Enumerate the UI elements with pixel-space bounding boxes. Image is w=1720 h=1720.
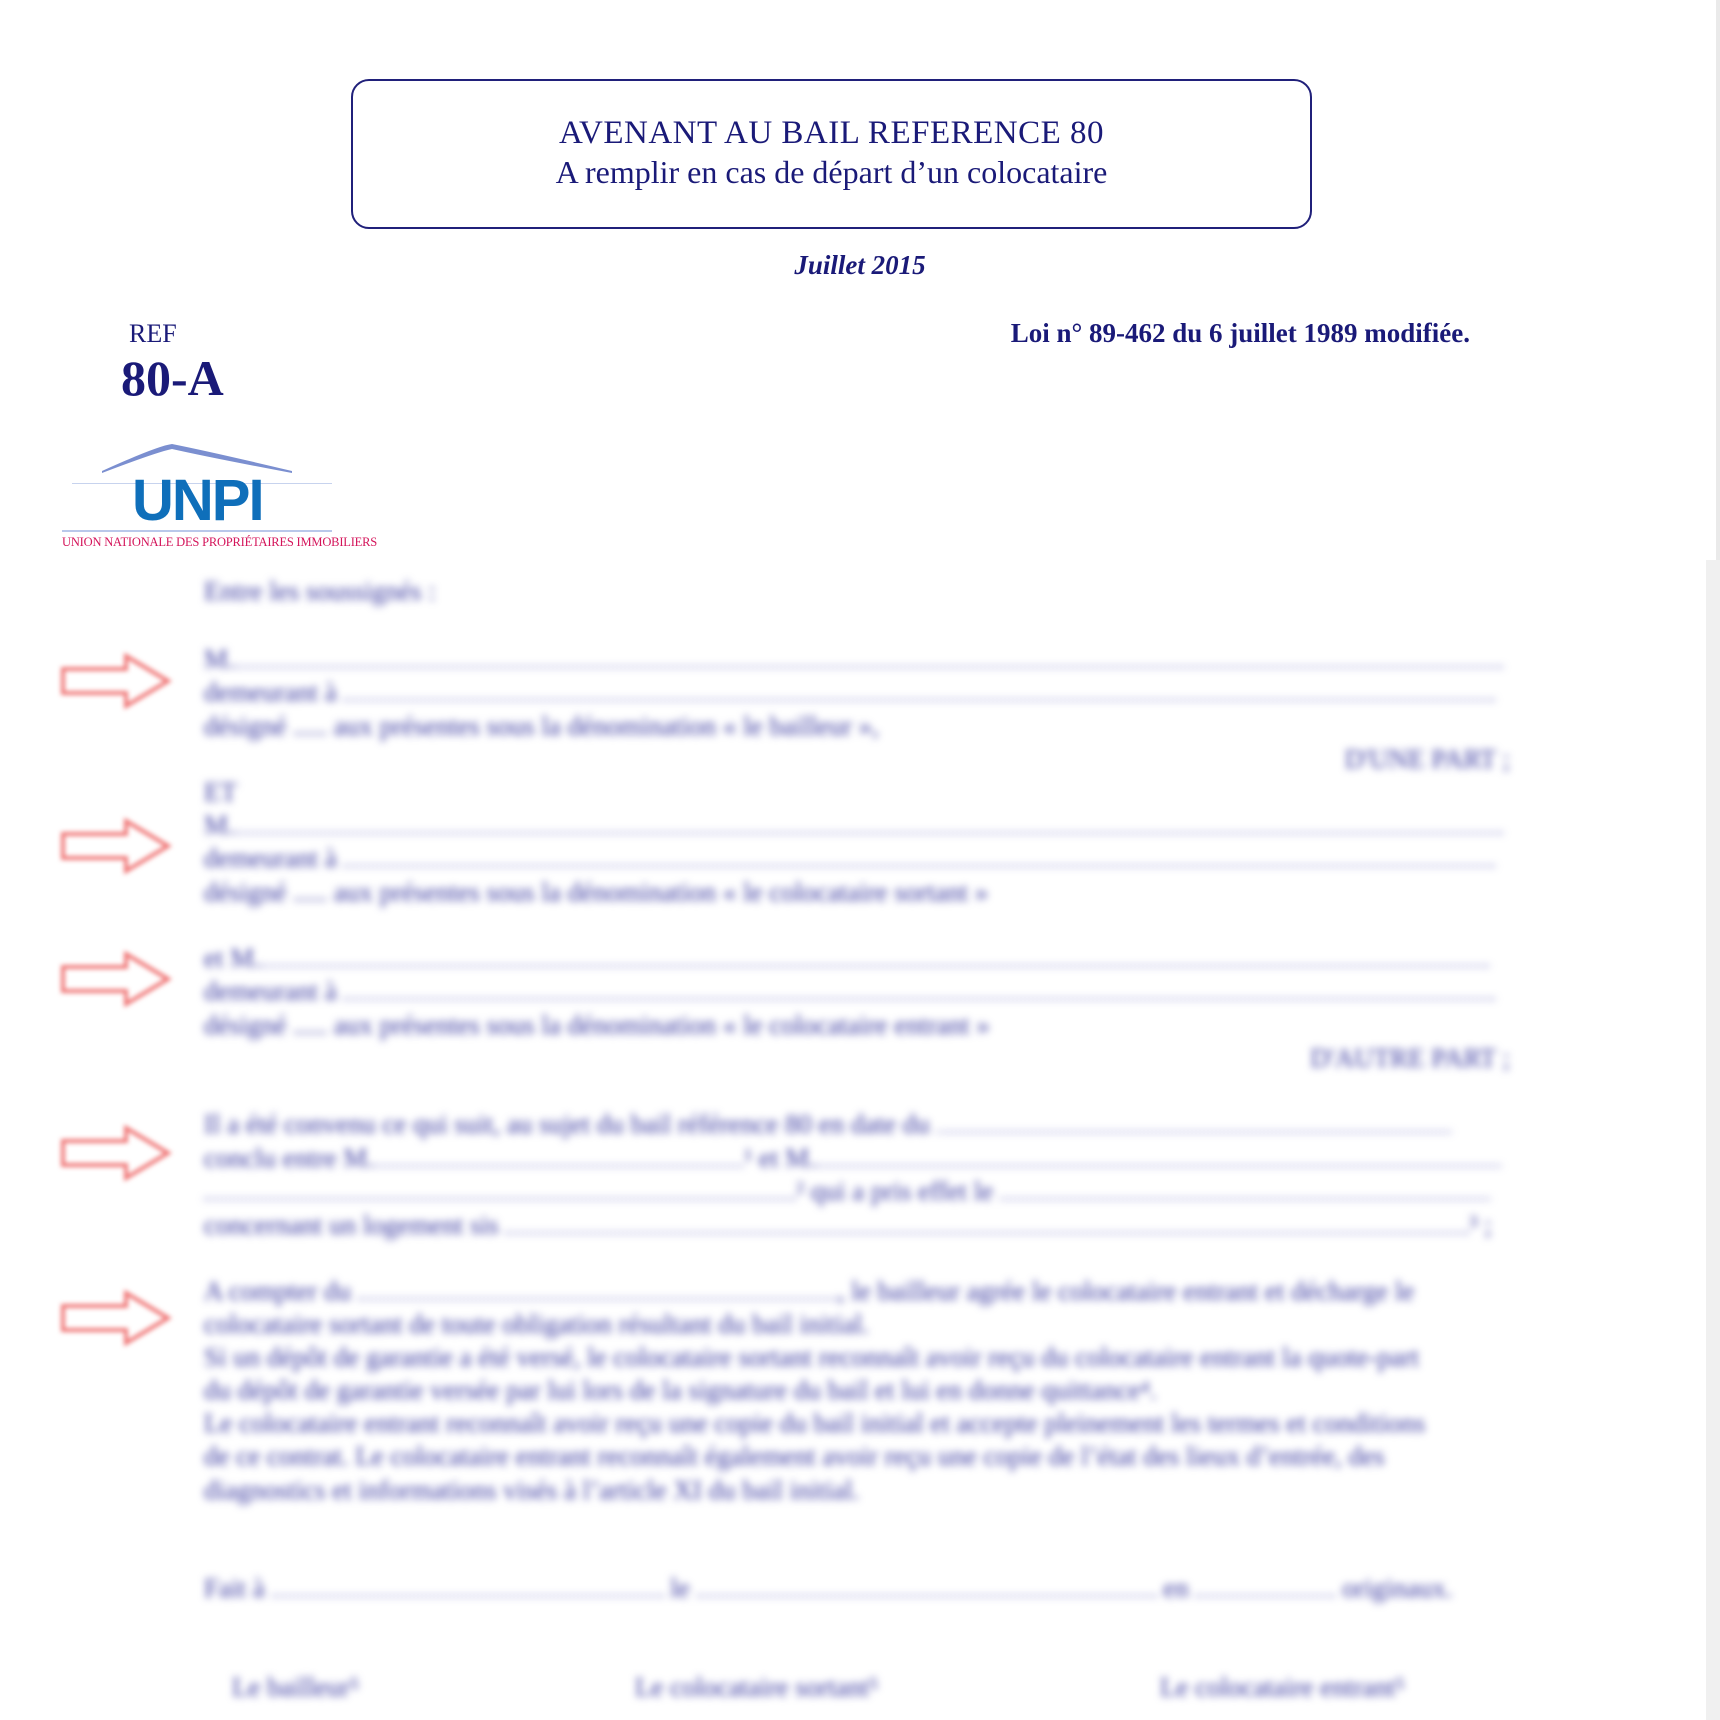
entrant-name-row [204, 943, 1510, 974]
une-part-label: D'UNE PART ; [1344, 744, 1510, 774]
agree-text: , le bailleur agrée le colocataire entrant et décharge le [837, 1276, 1415, 1306]
sortant-name-field[interactable] [235, 832, 1503, 834]
bailleur-name-row [204, 644, 1510, 675]
entrant-address-row [204, 976, 1510, 1007]
entrant-designation: désigné ..... aux présentes sous la dénomination « le colocataire entrant » [204, 1010, 990, 1040]
conclu-text: conclu entre M. [204, 1143, 375, 1173]
sortant-address-field[interactable] [343, 865, 1495, 867]
law-reference: Loi n° 89-462 du 6 juillet 1989 modifiée. [1010, 318, 1470, 348]
copie-row-2: de ce contrat. Le colocataire entrant reconnaît également avoir reçu une copie de l’état des lieux d’entrée, des [204, 1441, 1385, 1471]
label-demeurant: demeurant à [204, 843, 337, 873]
convention-row-3 [204, 1176, 1510, 1207]
signature-sortant: Le colocataire sortant⁵ [635, 1672, 879, 1702]
convention-row-1 [204, 1109, 1510, 1140]
logement-address-field[interactable] [505, 1232, 1469, 1234]
bailleur-address-row [204, 677, 1510, 708]
fait-date-field[interactable] [697, 1595, 1157, 1597]
bail-date-field[interactable] [936, 1131, 1451, 1133]
fait-place-field[interactable] [272, 1595, 664, 1597]
depot-row-1: Si un dépôt de garantie a été versé, le colocataire sortant reconnaît avoir reçu du colocataire entrant la quote-part [204, 1342, 1420, 1372]
effet-text: ² qui a pris effet le [796, 1176, 994, 1206]
ref-label: REF [129, 319, 177, 348]
page-edge-shadow [1706, 560, 1720, 1720]
arrow-right-icon [60, 951, 172, 1007]
entrant-address-field[interactable] [343, 998, 1495, 1000]
le-text: le [670, 1573, 690, 1603]
arrow-right-icon [60, 653, 172, 709]
compter-date-field[interactable] [358, 1298, 838, 1300]
originaux-text: originaux. [1342, 1573, 1453, 1603]
ref-number: 80-A [121, 350, 224, 406]
et-label: ET [204, 777, 237, 807]
label-demeurant: demeurant à [204, 677, 337, 707]
conclu-locataire-field-2[interactable] [204, 1198, 796, 1200]
arrow-right-icon [60, 1290, 172, 1346]
compter-text: A compter du [204, 1276, 351, 1306]
sortant-address-row [204, 843, 1510, 874]
arrow-right-icon [60, 818, 172, 874]
entrant-name-field[interactable] [261, 965, 1489, 967]
compter-row [204, 1276, 1510, 1307]
title-box [351, 79, 1312, 229]
logo-subtitle: UNION NATIONALE DES PROPRIÉTAIRES IMMOBILIERS [62, 535, 377, 549]
conclu-bailleur-field[interactable] [374, 1165, 744, 1167]
effet-date-field[interactable] [1000, 1198, 1490, 1200]
unpi-logo [62, 444, 377, 554]
logo-underline [62, 528, 342, 534]
document-title: AVENANT AU BAIL REFERENCE 80 [558, 115, 1105, 151]
signature-bailleur: Le bailleur⁵ [232, 1672, 360, 1702]
sortant-name-row [204, 810, 1510, 841]
depot-row-2: du dépôt de garantie versée par lui lors de la signature du bail et lui en donne quittance⁴. [204, 1375, 1157, 1405]
convention-text: Il a été convenu ce qui suit, au sujet du bail référence 80 en date du [204, 1109, 930, 1139]
document-subtitle: A remplir en cas de départ d’un colocataire [555, 154, 1108, 190]
sortant-designation: désigné ..... aux présentes sous la dénomination « le colocataire sortant » [204, 877, 989, 907]
label-m: M. [204, 810, 235, 840]
convention-row-2 [204, 1143, 1510, 1174]
intro-text: Entre les soussignés : [204, 576, 436, 606]
bailleur-designation: désigné ..... aux présentes sous la dénomination « le bailleur », [204, 711, 879, 741]
compter-row-2: colocataire sortant de toute obligation résultant du bail initial. [204, 1309, 870, 1339]
conclu-locataire-field[interactable] [816, 1165, 1501, 1167]
label-m: M. [204, 644, 235, 674]
en-text: en [1163, 1573, 1189, 1603]
logo-wordmark: UNPI [132, 468, 263, 533]
bailleur-name-field[interactable] [235, 666, 1503, 668]
signature-entrant: Le colocataire entrant⁵ [1160, 1672, 1405, 1702]
logement-text: concernant un logement sis [204, 1210, 499, 1240]
footnote-3: ³ ; [1469, 1210, 1492, 1240]
label-et-m: et M. [204, 943, 261, 973]
bailleur-address-field[interactable] [343, 699, 1495, 701]
copie-row-3: diagnostics et informations visés à l’article XI du bail initial. [204, 1475, 860, 1505]
arrow-right-icon [60, 1125, 172, 1181]
fait-text: Fait à [204, 1573, 265, 1603]
et-m-text: ¹ et M. [744, 1143, 817, 1173]
label-demeurant: demeurant à [204, 976, 337, 1006]
autre-part-label: D'AUTRE PART ; [1310, 1043, 1510, 1073]
copie-row-1: Le colocataire entrant reconnaît avoir reçu une copie du bail initial et accepte pleinement les termes et conditions [204, 1408, 1426, 1438]
originaux-count-field[interactable] [1195, 1595, 1335, 1597]
edition-date: Juillet 2015 [794, 250, 926, 280]
fait-row [204, 1573, 1510, 1604]
convention-row-4 [204, 1210, 1510, 1241]
